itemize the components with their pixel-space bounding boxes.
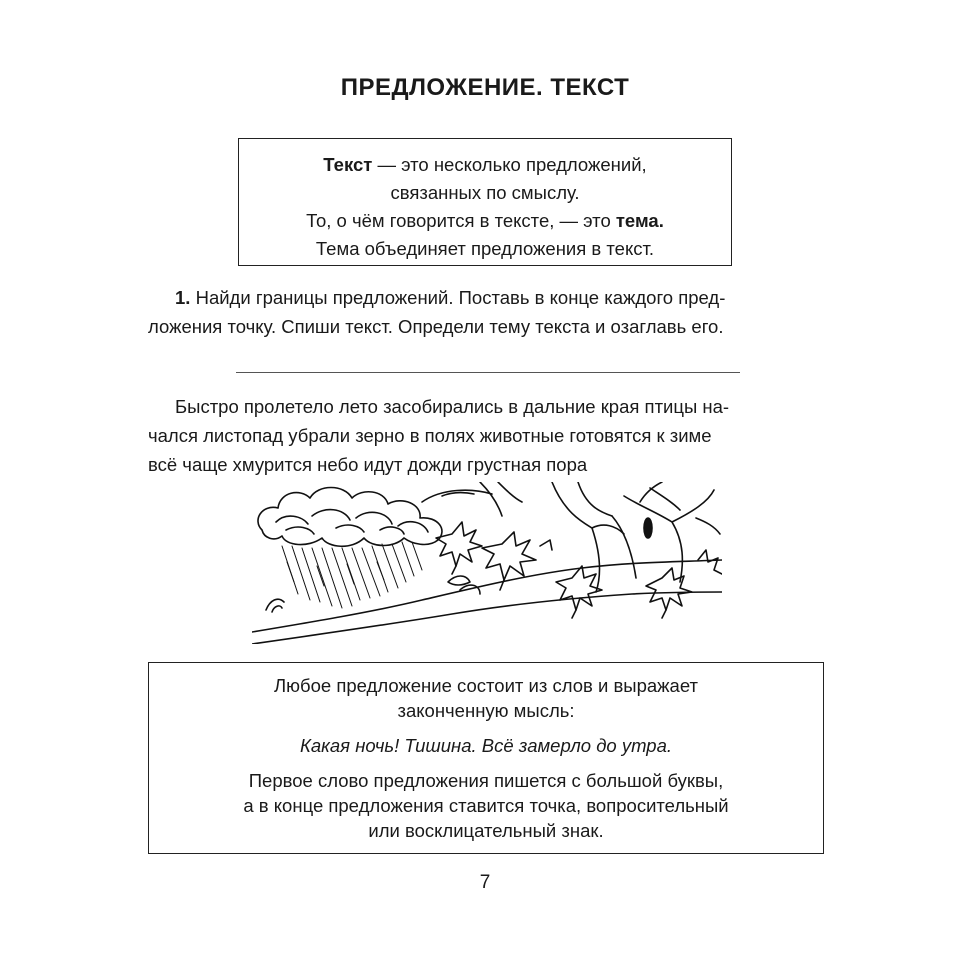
definition-line-3 bbox=[239, 207, 731, 235]
rule-line-4: а в конце предложения ставится точка, вопросительный bbox=[243, 795, 729, 816]
answer-line bbox=[236, 372, 740, 373]
exercise-text bbox=[148, 392, 838, 479]
exercise-instructions bbox=[148, 283, 828, 341]
page-title: ПРЕДЛОЖЕНИЕ. ТЕКСТ bbox=[340, 74, 630, 101]
storm-cloud-drawing bbox=[258, 488, 492, 547]
autumn-rain-illustration bbox=[252, 482, 722, 644]
rule-example: Какая ночь! Тишина. Всё замерло до утра. bbox=[299, 735, 673, 756]
rain-streaks bbox=[282, 542, 422, 608]
rule-line-2: законченную мысль: bbox=[397, 700, 575, 721]
definition-line-2: связанных по смыслу. bbox=[390, 182, 580, 203]
definition-line-1 bbox=[239, 151, 731, 179]
definition-line-4: Тема объединяет предложения в текст. bbox=[315, 238, 655, 259]
story-line-3: всё чаще хмурится небо идут дожди грустная пора bbox=[148, 454, 588, 475]
rule-line-5: или восклицательный знак. bbox=[368, 820, 604, 841]
rule-line-3: Первое слово предложения пишется с большой буквы, bbox=[248, 770, 724, 791]
exercise-line-1 bbox=[148, 283, 828, 312]
term-theme: тема. bbox=[615, 210, 664, 231]
story-line-1: Быстро пролетело лето засобирались в дальние края птицы на- bbox=[175, 396, 730, 417]
term-text: Текст bbox=[323, 154, 373, 175]
rule-box bbox=[148, 662, 824, 854]
exercise-line-2: ложения точку. Спиши текст. Определи тему текста и озаглавь его. bbox=[148, 316, 724, 337]
exercise-number: 1. bbox=[175, 287, 191, 308]
definition-line-3-start: То, о чём говорится в тексте, — это bbox=[306, 210, 616, 231]
definition-box bbox=[238, 138, 732, 266]
rule-line-1: Любое предложение состоит из слов и выражает bbox=[274, 675, 698, 696]
story-line-2: чался листопад убрали зерно в полях животные готовятся к зиме bbox=[148, 425, 712, 446]
definition-line-1-rest: — это несколько предложений, bbox=[372, 154, 647, 175]
exercise-line-1-text: Найди границы предложений. Поставь в конце каждого пред- bbox=[190, 287, 726, 308]
page-number: 7 bbox=[479, 872, 491, 893]
